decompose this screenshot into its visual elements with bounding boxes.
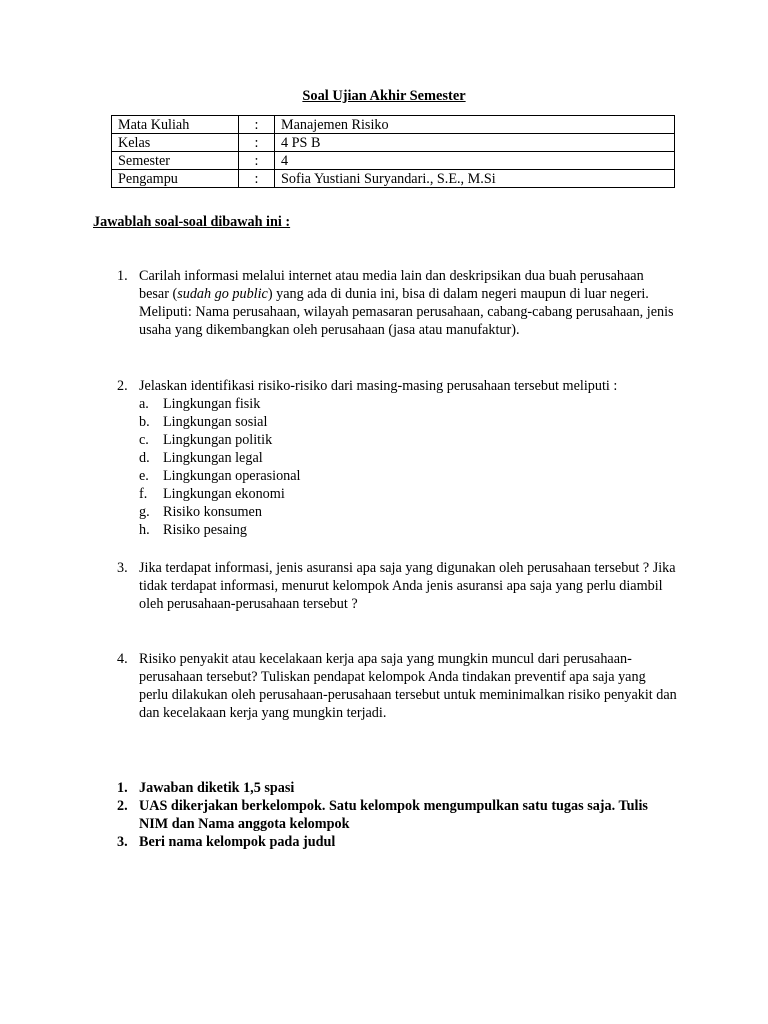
list-item: 3. Beri nama kelompok pada judul	[117, 834, 336, 850]
page-title: Soal Ujian Akhir Semester	[302, 88, 466, 104]
question-2	[117, 377, 677, 539]
question-text: Jelaskan identifikasi risiko-risiko dari masing-masing perusahaan tersebut meliputi :	[139, 378, 618, 394]
info-separator: :	[239, 134, 275, 152]
list-item: a. Lingkungan fisik	[139, 396, 261, 412]
question-text: Carilah informasi melalui internet atau media lain dan deskripsikan dua buah perusahaan besar (sudah go public) yang ada di dunia ini, bisa di dalam negeri maupun di luar negeri. Meliputi: Nama perusahaan, wilayah pemasaran perusahaan, cabang-cabang perusahaan, jenis usaha yang dikembangkan oleh perusahaan (jasa atau manufaktur).	[139, 268, 674, 338]
info-value: Sofia Yustiani Suryandari., S.E., M.Si	[275, 170, 675, 188]
info-value: 4 PS B	[275, 134, 675, 152]
notes-list	[117, 779, 717, 851]
list-item: b. Lingkungan sosial	[139, 414, 268, 430]
table-row	[112, 116, 675, 134]
list-item: 2. UAS dikerjakan berkelompok. Satu kelompok mengumpulkan satu tugas saja. Tulis NIM dan Nama anggota kelompok	[117, 798, 648, 832]
table-row	[112, 152, 675, 170]
list-item: h. Risiko pesaing	[139, 522, 247, 538]
question-4	[117, 650, 677, 722]
info-separator: :	[239, 170, 275, 188]
info-label: Semester	[112, 152, 239, 170]
list-item: f. Lingkungan ekonomi	[139, 486, 285, 502]
question-3	[117, 559, 677, 613]
question-number: 1.	[117, 268, 128, 284]
question-number: 3.	[117, 560, 128, 576]
emphasis-text: sudah go public	[177, 286, 268, 302]
list-item: e. Lingkungan operasional	[139, 468, 301, 484]
course-info-table	[111, 115, 675, 188]
question-number: 4.	[117, 651, 128, 667]
list-item: 1. Jawaban diketik 1,5 spasi	[117, 780, 295, 796]
list-item: c. Lingkungan politik	[139, 432, 273, 448]
info-label: Kelas	[112, 134, 239, 152]
list-item: d. Lingkungan legal	[139, 450, 263, 466]
question-number: 2.	[117, 378, 128, 394]
info-separator: :	[239, 116, 275, 134]
info-label: Mata Kuliah	[112, 116, 239, 134]
table-row	[112, 170, 675, 188]
question-1	[117, 267, 677, 339]
table-row	[112, 134, 675, 152]
info-separator: :	[239, 152, 275, 170]
info-value: Manajemen Risiko	[275, 116, 675, 134]
instruction-heading: Jawablah soal-soal dibawah ini :	[93, 214, 291, 230]
sub-list	[117, 395, 677, 539]
info-label: Pengampu	[112, 170, 239, 188]
list-item: g. Risiko konsumen	[139, 504, 262, 520]
question-text: Risiko penyakit atau kecelakaan kerja apa saja yang mungkin muncul dari perusahaan-perusahaan tersebut? Tuliskan pendapat kelompok Anda tindakan preventif apa saja yang perlu dilakukan oleh perusahaan-perusahaan tersebut untuk meminimalkan risiko penyakit dan dan kecelakaan kerja yang mungkin terjadi.	[139, 651, 677, 721]
question-text: Jika terdapat informasi, jenis asuransi apa saja yang digunakan oleh perusahaan tersebut ? Jika tidak terdapat informasi, menurut kelompok Anda jenis asuransi apa saja yang perlu diambil oleh perusahaan-perusahaan tersebut ?	[139, 560, 676, 612]
info-value: 4	[275, 152, 675, 170]
